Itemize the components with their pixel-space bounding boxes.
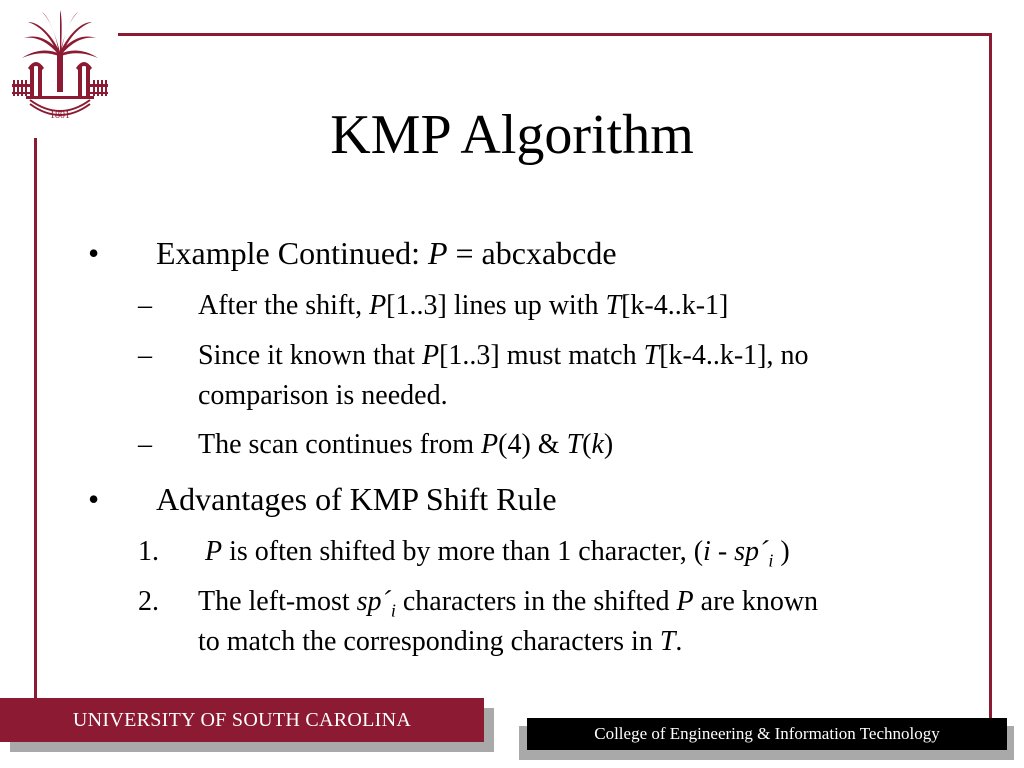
dash-marker: – — [138, 290, 152, 321]
dash-marker: – — [138, 340, 152, 371]
sub-bullet-shift: After the shift, P[1..3] lines up with T[k-4..k-1] — [198, 290, 729, 321]
footer-university-text: UNIVERSITY OF SOUTH CAROLINA — [72, 709, 412, 731]
slide-title: KMP Algorithm — [330, 104, 694, 166]
list-item-left-most-line2: to match the corresponding characters in T. — [198, 626, 683, 657]
bullet-example-continued: Example Continued: P = abcxabcde — [156, 235, 617, 271]
sub-bullet-known-match-line2: comparison is needed. — [198, 380, 448, 411]
list-number: 1. — [138, 536, 159, 567]
footer-college-text: College of Engineering & Information Technology — [594, 724, 940, 743]
list-item-left-most: The left-most $sp´_i$ characters in the shifted P are known — [198, 586, 819, 621]
list-number: 2. — [138, 586, 159, 617]
sub-bullet-known-match: Since it known that P[1..3] must match T[k-4..k-1], no — [198, 340, 809, 371]
logo-year: 1801 — [50, 110, 70, 121]
sub-bullet-scan-continues: The scan continues from P(4) & T(k) — [198, 429, 614, 460]
bullet-marker: • — [88, 481, 100, 517]
list-item-shifted: P is often shifted by more than 1 character, ($i - sp´_i$ ) — [205, 536, 790, 571]
bullet-advantages: Advantages of KMP Shift Rule — [156, 481, 557, 517]
dash-marker: – — [138, 429, 152, 460]
bullet-marker: • — [88, 235, 100, 271]
